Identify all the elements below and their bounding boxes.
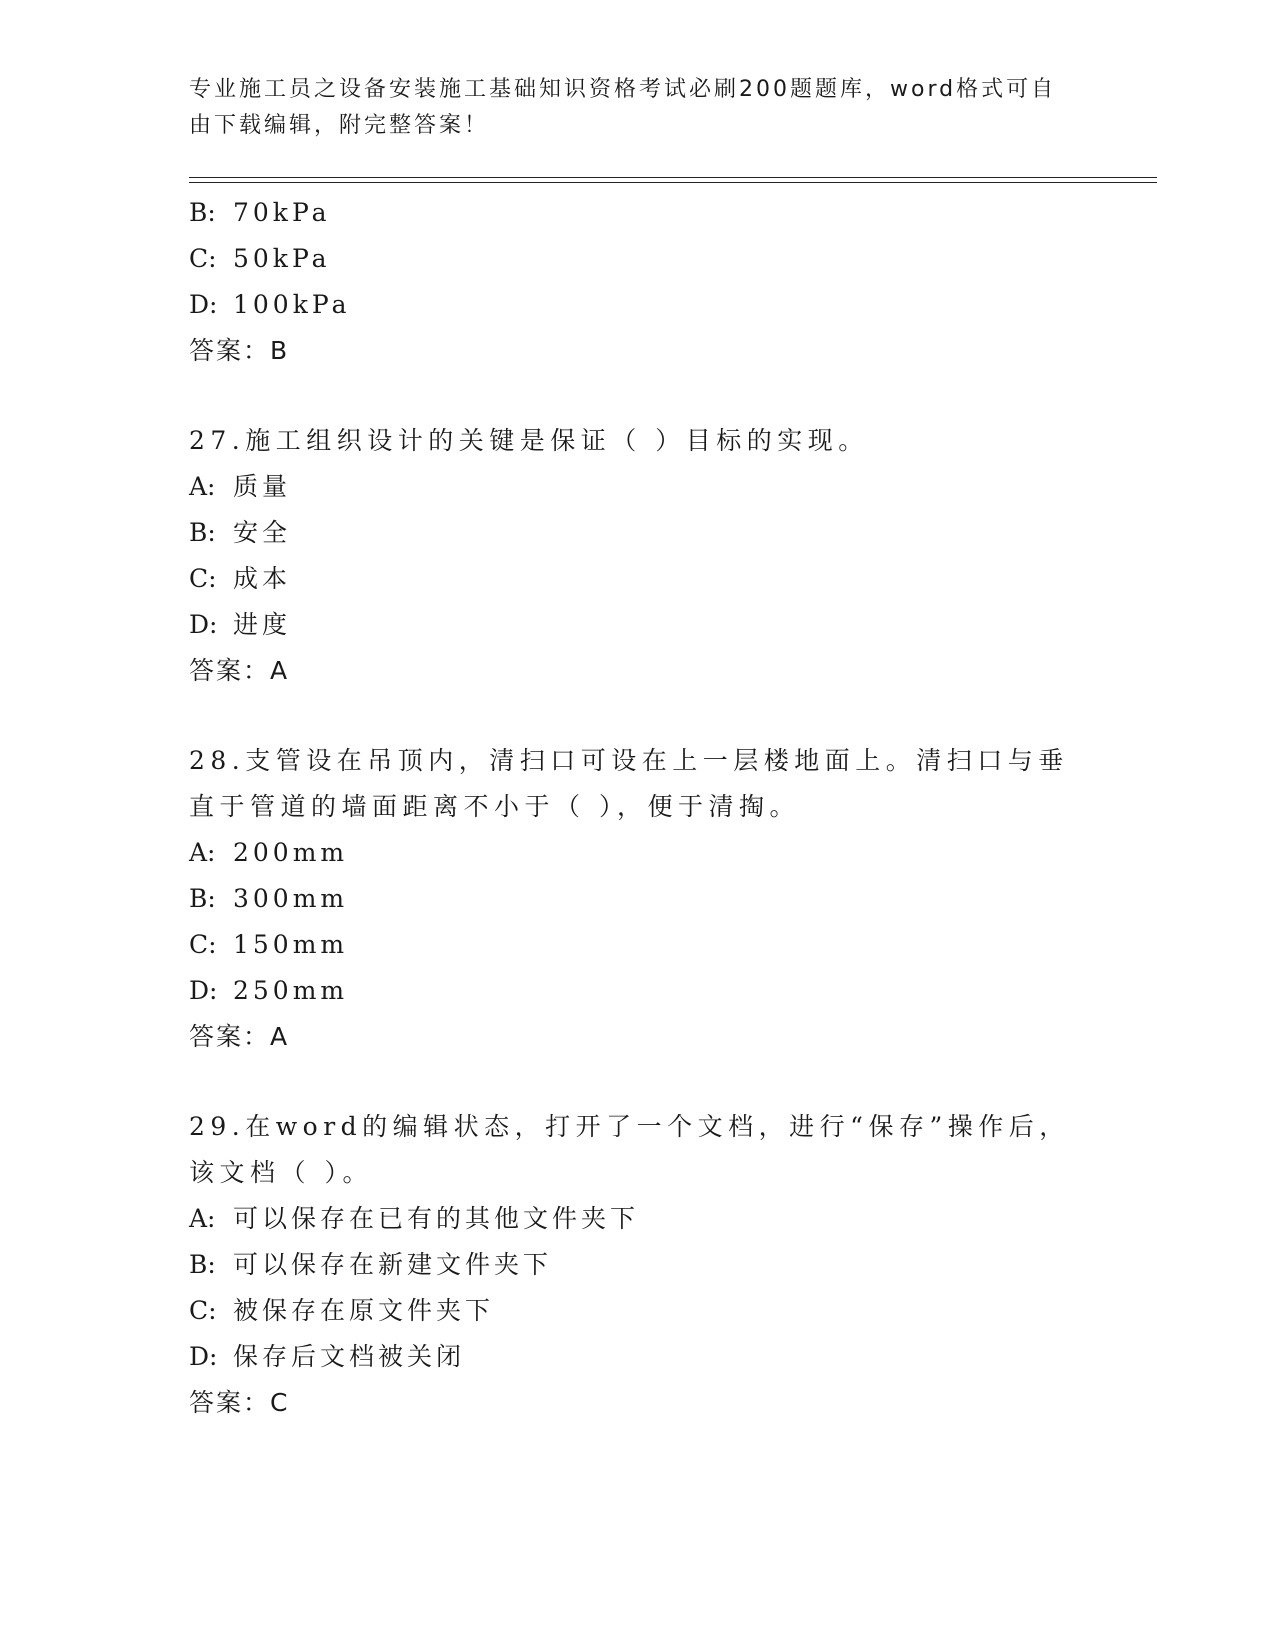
option-text: 可以保存在新建文件夹下 (233, 1250, 553, 1279)
option-b (189, 1242, 1089, 1288)
option-d (189, 968, 1089, 1014)
option-letter: A: (189, 1204, 216, 1233)
option-letter: D: (189, 290, 218, 319)
option-a (189, 830, 1089, 876)
question-text: 29.在word的编辑状态，打开了一个文档，进行“保存”操作后，该文档（ ）。 (189, 1112, 1070, 1187)
option-letter: D: (189, 610, 218, 639)
option-text: 成本 (233, 564, 292, 593)
option-text: 保存后文档被关闭 (233, 1342, 466, 1371)
option-a (189, 464, 1089, 510)
header-divider-bottom (189, 182, 1157, 183)
option-text: 可以保存在已有的其他文件夹下 (233, 1204, 640, 1233)
option-b (189, 510, 1089, 556)
option-text: 300mm (233, 884, 349, 913)
option-letter: A: (189, 838, 216, 867)
option-c (189, 236, 1089, 282)
option-text: 50kPa (233, 244, 331, 273)
question-text: 28.支管设在吊顶内，清扫口可设在上一层楼地面上。清扫口与垂直于管道的墙面距离不小于（ ），便于清掏。 (189, 746, 1069, 821)
option-letter: C: (189, 564, 217, 593)
option-a (189, 1196, 1089, 1242)
answer-line: 答案：C (189, 1388, 290, 1417)
option-text: 质量 (233, 472, 292, 501)
option-c (189, 1288, 1089, 1334)
option-letter: B: (189, 198, 216, 227)
option-text: 250mm (233, 976, 349, 1005)
option-letter: A: (189, 472, 216, 501)
option-b (189, 190, 1089, 236)
option-d (189, 282, 1089, 328)
answer-line: 答案：A (189, 1022, 290, 1051)
question-26-continued (189, 190, 1089, 374)
option-text: 100kPa (233, 290, 351, 319)
question-29 (189, 1104, 1089, 1426)
answer-line: 答案：B (189, 336, 290, 365)
option-text: 进度 (233, 610, 292, 639)
question-28 (189, 738, 1089, 1060)
option-letter: D: (189, 976, 218, 1005)
option-text: 150mm (233, 930, 349, 959)
option-letter: D: (189, 1342, 218, 1371)
option-b (189, 876, 1089, 922)
option-letter: C: (189, 1296, 217, 1325)
option-text: 被保存在原文件夹下 (233, 1296, 495, 1325)
question-27 (189, 418, 1089, 694)
question-list (189, 190, 1089, 1426)
option-c (189, 556, 1089, 602)
header-divider-top (189, 177, 1157, 178)
document-header-title: 专业施工员之设备安装施工基础知识资格考试必刷200题题库，word格式可自由下载编辑，附完整答案！ (189, 77, 1057, 138)
option-letter: C: (189, 930, 217, 959)
option-d (189, 602, 1089, 648)
option-c (189, 922, 1089, 968)
option-d (189, 1334, 1089, 1380)
option-letter: B: (189, 884, 216, 913)
option-text: 安全 (233, 518, 292, 547)
question-text: 27.施工组织设计的关键是保证（ ）目标的实现。 (189, 426, 869, 455)
option-letter: B: (189, 518, 216, 547)
option-text: 70kPa (233, 198, 331, 227)
option-letter: C: (189, 244, 217, 273)
answer-line: 答案：A (189, 656, 290, 685)
option-letter: B: (189, 1250, 216, 1279)
option-text: 200mm (233, 838, 349, 867)
